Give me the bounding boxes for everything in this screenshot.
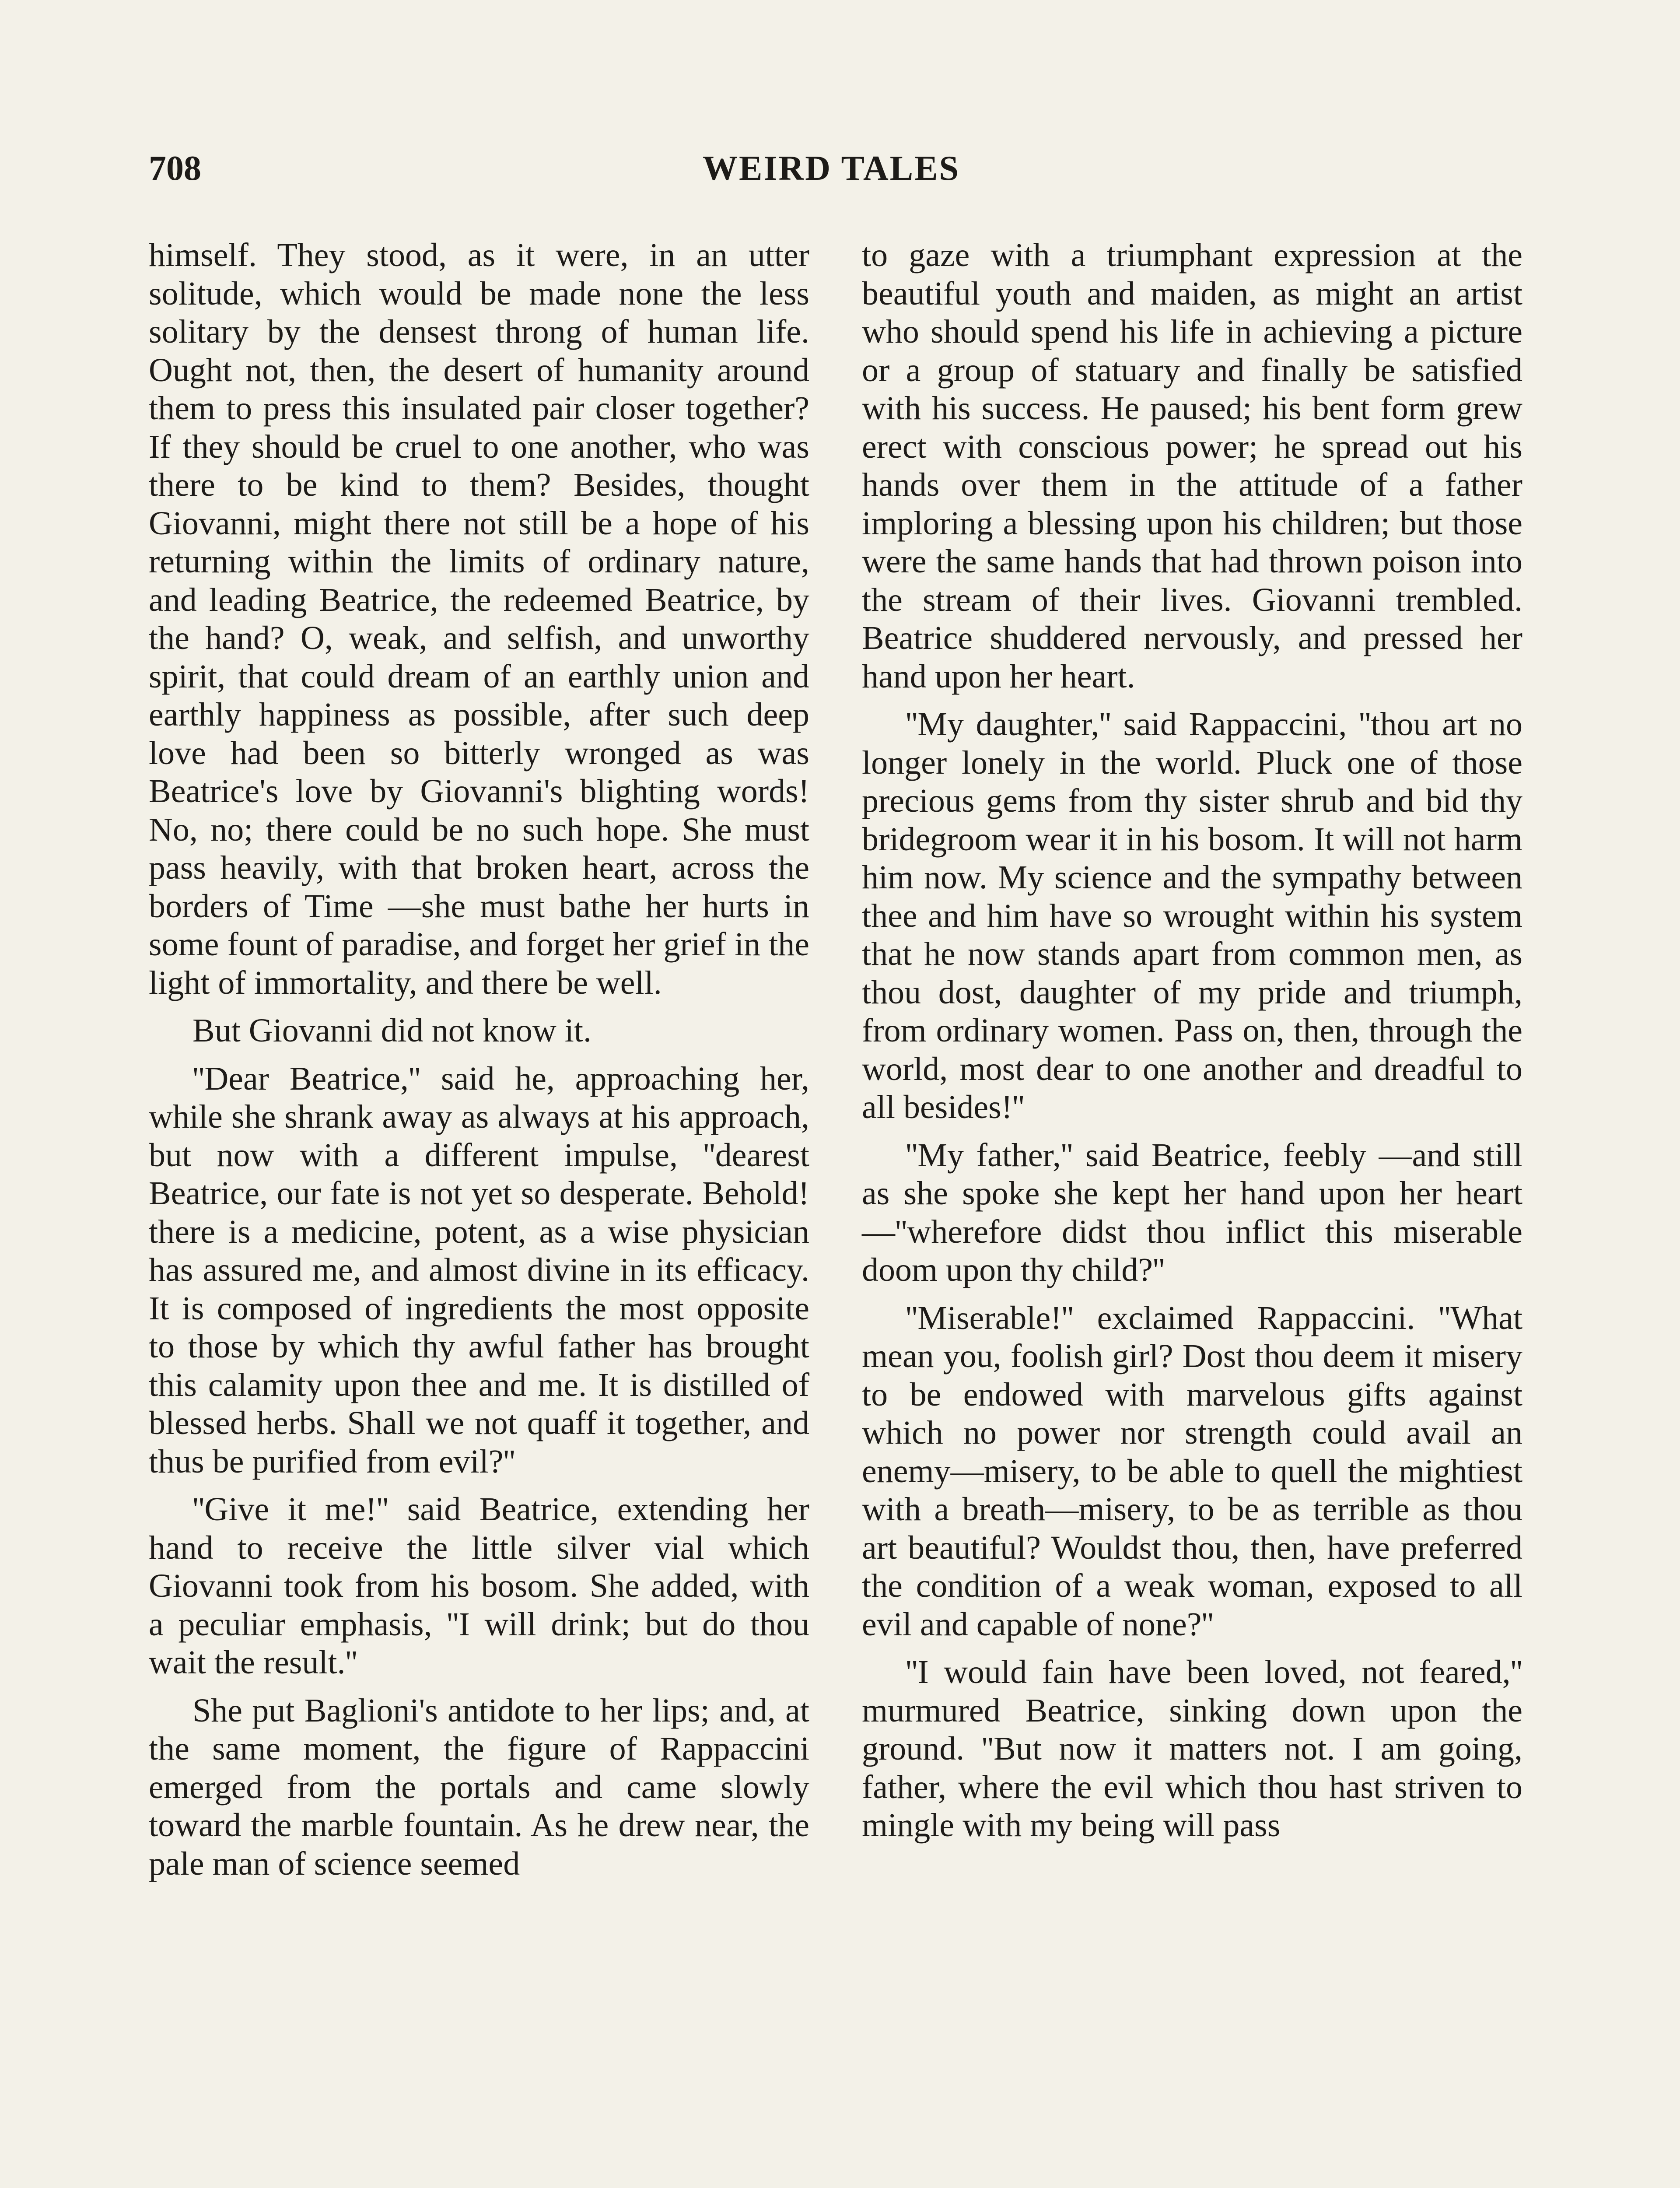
paragraph: But Giovanni did not know it. [192,1012,592,1049]
paragraph: She put Baglioni's antidote to her lips; and, at the same moment, the figure of Rappaccini emerged from the portals and came slowly toward the marble fountain. As he drew near, the pale man of science seemed [149,1692,809,1882]
paragraph: ''Dear Beatrice,'' said he, approaching her, while she shrank away as always at his approach, but now with a different impulse, ''dearest Beatrice, our fate is not yet so desperate. Behold! there is a medicine, potent, as a wise physician has assured me, and almost divine in its efficacy. It is composed of ingredients the most opposite to those by which thy awful father has brought this calamity upon thee and me. It is distilled of blessed herbs. Shall we not quaff it together, and thus be purified from evil?'' [149,1060,809,1480]
left-column [149,236,809,1883]
paragraph: ''My father,'' said Beatrice, feebly —and still as she spoke she kept her hand upon her heart—''wherefore didst thou inflict this miserable doom upon thy child?'' [862,1136,1522,1288]
running-title: WEIRD TALES [703,149,960,188]
paragraph: ''Miserable!'' exclaimed Rappaccini. ''What mean you, foolish girl? Dost thou deem it misery to be endowed with marvelous gifts against which no power nor strength could avail an enemy—misery, to be able to quell the mightiest with a breath—misery, to be as terrible as thou art beautiful? Wouldst thou, then, have preferred the condition of a weak woman, exposed to all evil and capable of none?'' [862,1299,1522,1643]
right-column [862,236,1522,1845]
paragraph: to gaze with a triumphant expression at the beautiful youth and maiden, as might an artist who should spend his life in achieving a picture or a group of statuary and finally be satisfied with his success. He paused; his bent form grew erect with conscious power; he spread out his hands over them in the attitude of a father imploring a blessing upon his children; but those were the same hands that had thrown poison into the stream of their lives. Giovanni trembled. Beatrice shuddered nervously, and pressed her hand upon her heart. [862,237,1522,695]
paragraph: ''I would fain have been loved, not feared,'' murmured Beatrice, sinking down upon the ground. ''But now it matters not. I am going, father, where the evil which thou hast striven to mingle with my being will pass [862,1654,1522,1844]
page-header [149,147,1514,199]
paragraph: ''Give it me!'' said Beatrice, extending her hand to receive the little silver vial which Giovanni took from his bosom. She added, with a peculiar emphasis, ''I will drink; but do thou wait the result.'' [149,1491,809,1681]
paragraph: ''My daughter,'' said Rappaccini, ''thou art no longer lonely in the world. Pluck one of those precious gems from thy sister shrub and bid thy bridegroom wear it in his bosom. It will not harm him now. My science and the sympathy between thee and him have so wrought within his system that he now stands apart from common men, as thou dost, daughter of my pride and triumph, from ordinary women. Pass on, then, through the world, most dear to one another and dreadful to all besides!'' [862,706,1522,1126]
paragraph: himself. They stood, as it were, in an utter solitude, which would be made none the less solitary by the densest throng of human life. Ought not, then, the desert of humanity around them to press this insulated pair closer together? If they should be cruel to one another, who was there to be kind to them? Besides, thought Giovanni, might there not still be a hope of his returning within the limits of ordinary nature, and leading Beatrice, the redeemed Beatrice, by the hand? O, weak, and selfish, and unworthy spirit, that could dream of an earthly union and earthly happiness as possible, after such deep love had been so bitterly wronged as was Beatrice's love by Giovanni's blighting words! No, no; there could be no such hope. She must pass heavily, with that broken heart, across the borders of Time —she must bathe her hurts in some fount of paradise, and forget her grief in the light of immortality, and there be well. [149,237,809,1001]
page-number: 708 [149,149,201,188]
